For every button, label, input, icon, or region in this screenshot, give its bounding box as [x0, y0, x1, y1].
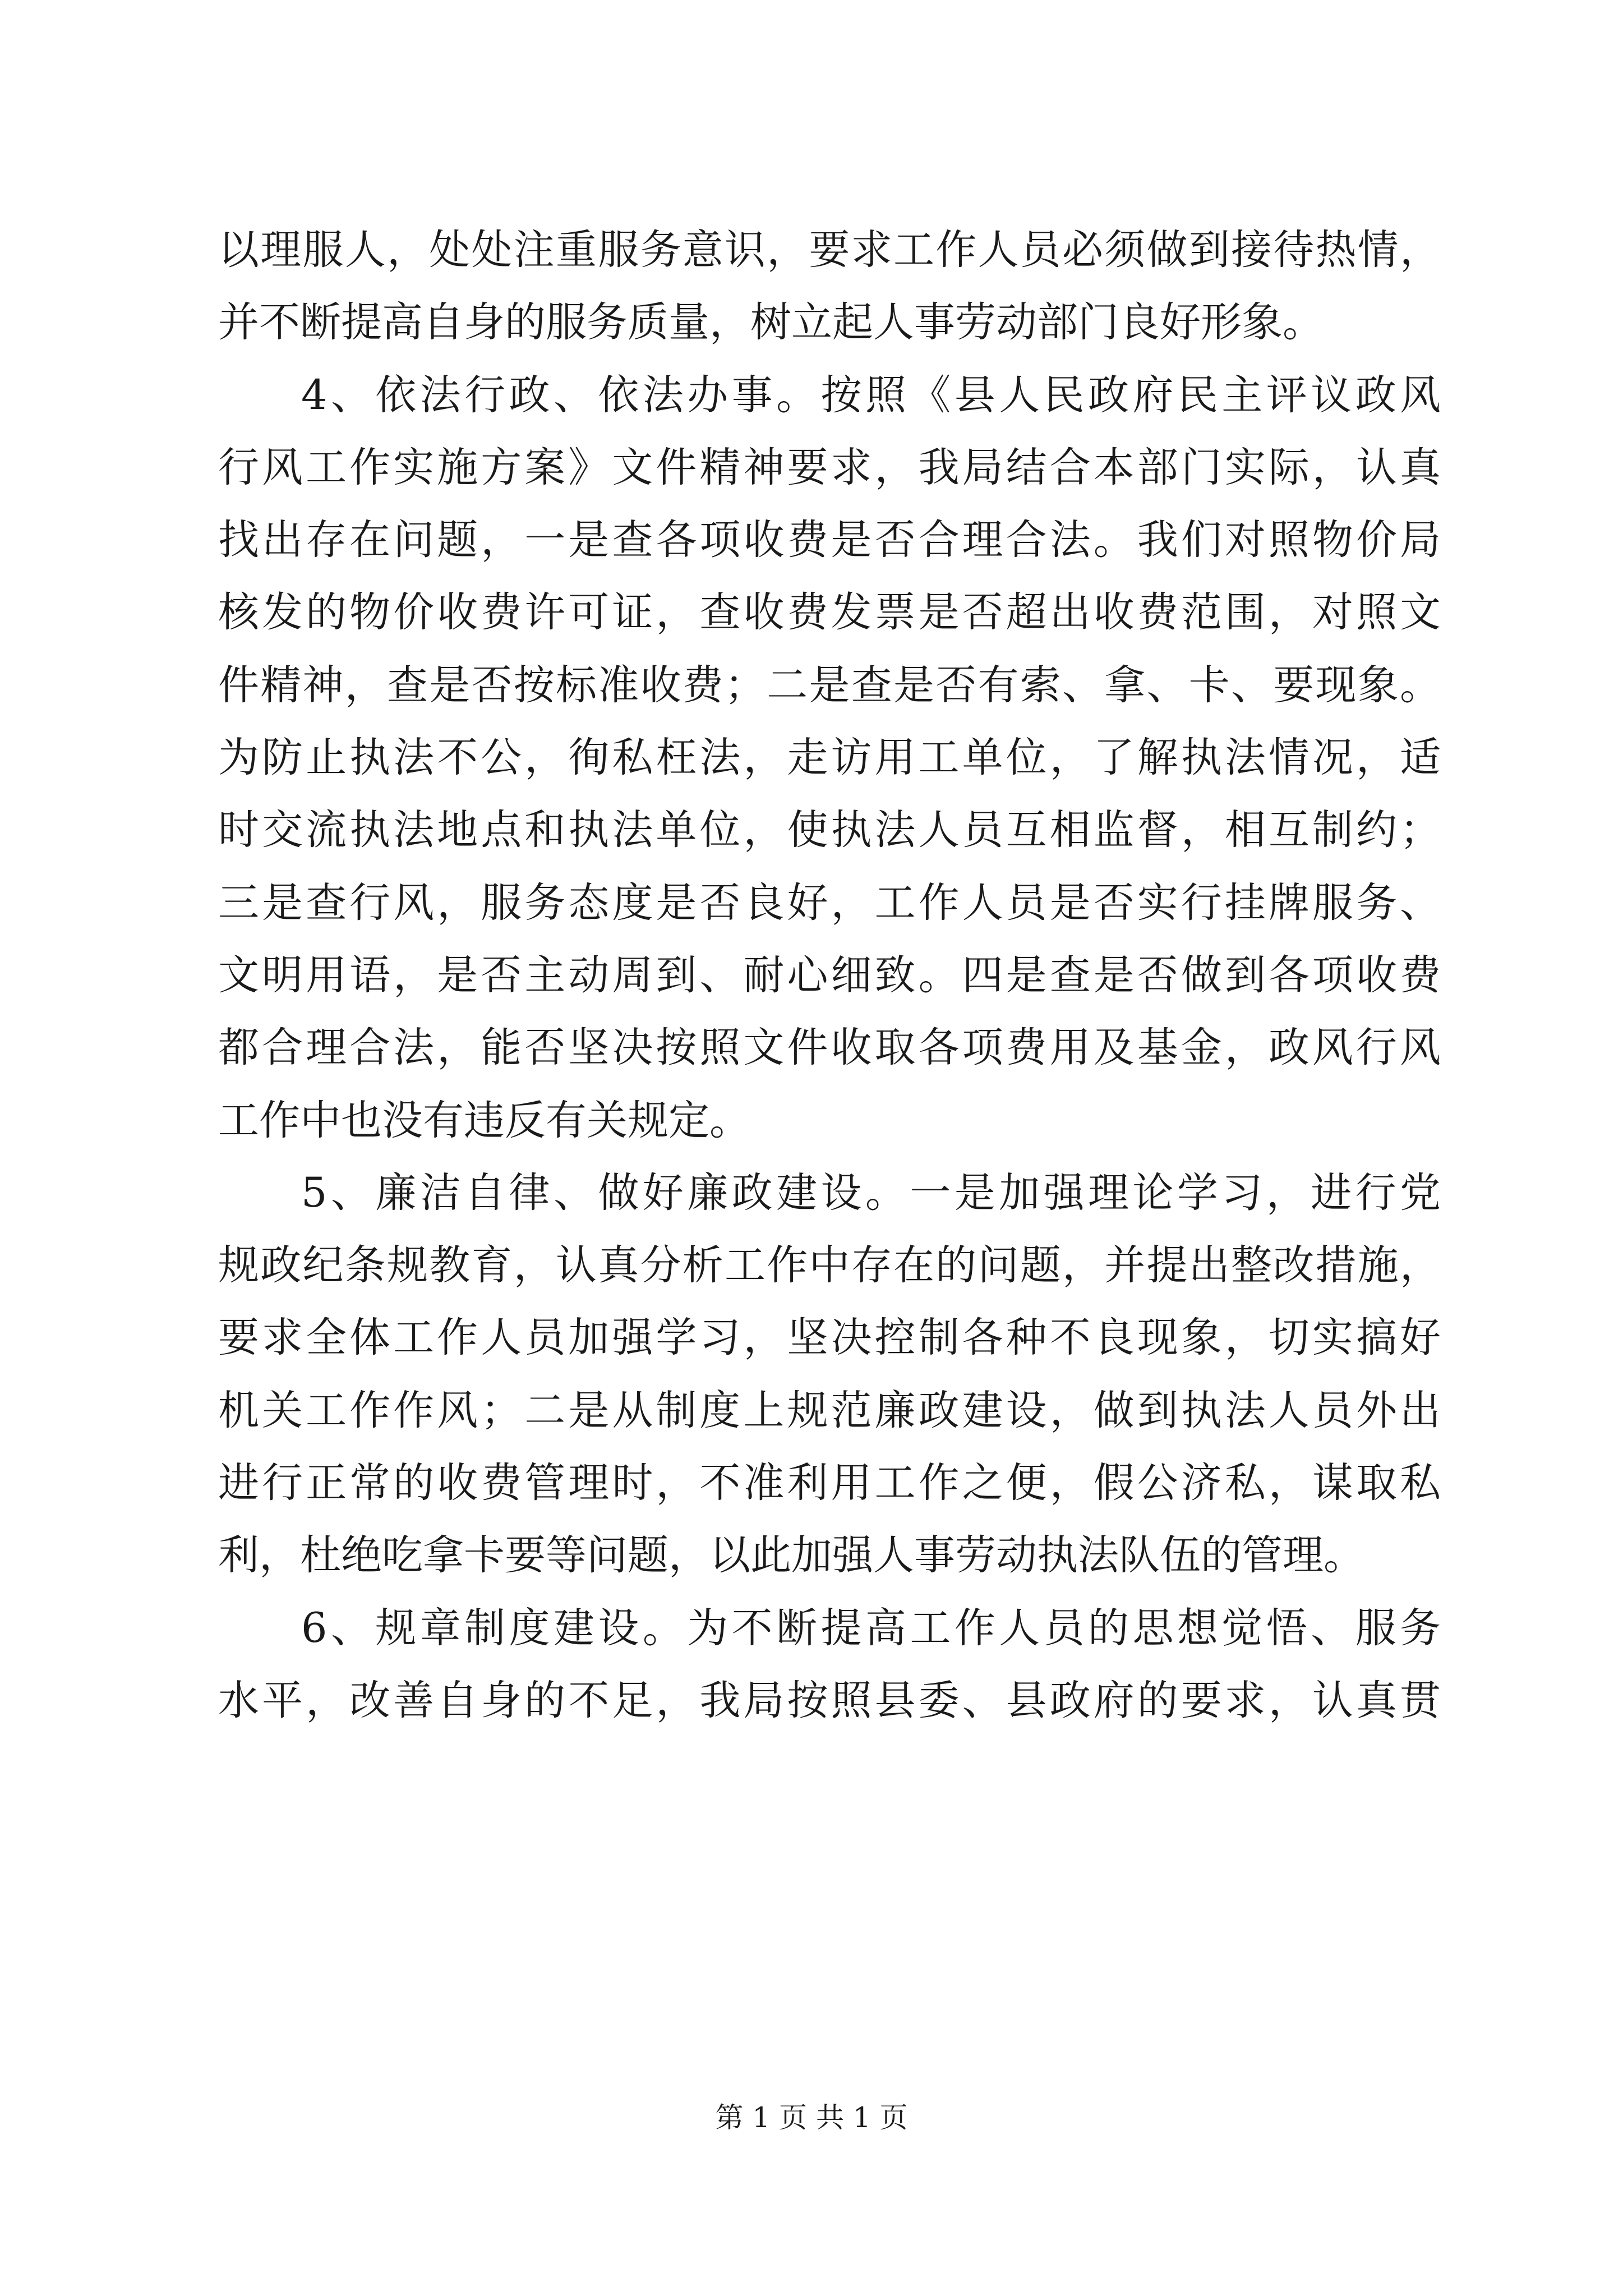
page-number: 第 1 页 共 1 页	[715, 2101, 908, 2134]
text-line: 三是查行风，服务态度是否良好，工作人员是否实行挂牌服务、	[218, 878, 1441, 927]
text-line: 都合理合法，能否坚决按照文件收取各项费用及基金，政风行风	[218, 1024, 1441, 1072]
text-line: 找出存在问题，一是查各项收费是否合理合法。我们对照物价局	[218, 516, 1441, 564]
text-line: 时交流执法地点和执法单位，使执法人员互相监督，相互制约；	[218, 806, 1441, 854]
text-line: 以理服人，处处注重服务意识，要求工作人员必须做到接待热情，	[218, 226, 1441, 274]
text-line: 机关工作作风；二是从制度上规范廉政建设，做到执法人员外出	[218, 1386, 1441, 1434]
page-footer	[0, 2101, 1623, 2134]
text-line: 行风工作实施方案》文件精神要求，我局结合本部门实际，认真	[218, 443, 1441, 491]
text-line: 并不断提高自身的服务质量，树立起人事劳动部门良好形象。	[218, 298, 1324, 347]
text-line: 件精神，查是否按标准收费；二是查是否有索、拿、卡、要现象。	[218, 661, 1441, 709]
text-line: 水平，改善自身的不足，我局按照县委、县政府的要求，认真贯	[218, 1676, 1441, 1724]
text-line: 5、廉洁自律、做好廉政建设。一是加强理论学习，进行党	[301, 1168, 1441, 1217]
text-line: 规政纪条规教育，认真分析工作中存在的问题，并提出整改措施，	[218, 1241, 1441, 1290]
text-line: 4、依法行政、依法办事。按照《县人民政府民主评议政风	[301, 371, 1441, 419]
text-line: 进行正常的收费管理时，不准利用工作之便，假公济私，谋取私	[218, 1459, 1441, 1507]
text-line: 为防止执法不公，徇私枉法，走访用工单位，了解执法情况，适	[218, 734, 1441, 782]
text-line: 要求全体工作人员加强学习，坚决控制各种不良现象，切实搞好	[218, 1314, 1441, 1362]
text-line: 文明用语，是否主动周到、耐心细致。四是查是否做到各项收费	[218, 951, 1441, 999]
text-line: 利，杜绝吃拿卡要等问题，以此加强人事劳动执法队伍的管理。	[218, 1531, 1364, 1580]
text-line: 核发的物价收费许可证，查收费发票是否超出收费范围，对照文	[218, 588, 1441, 637]
text-line: 6、规章制度建设。为不断提高工作人员的思想觉悟、服务	[301, 1604, 1441, 1652]
text-line: 工作中也没有违反有关规定。	[218, 1096, 750, 1144]
body-text	[218, 214, 1441, 1737]
